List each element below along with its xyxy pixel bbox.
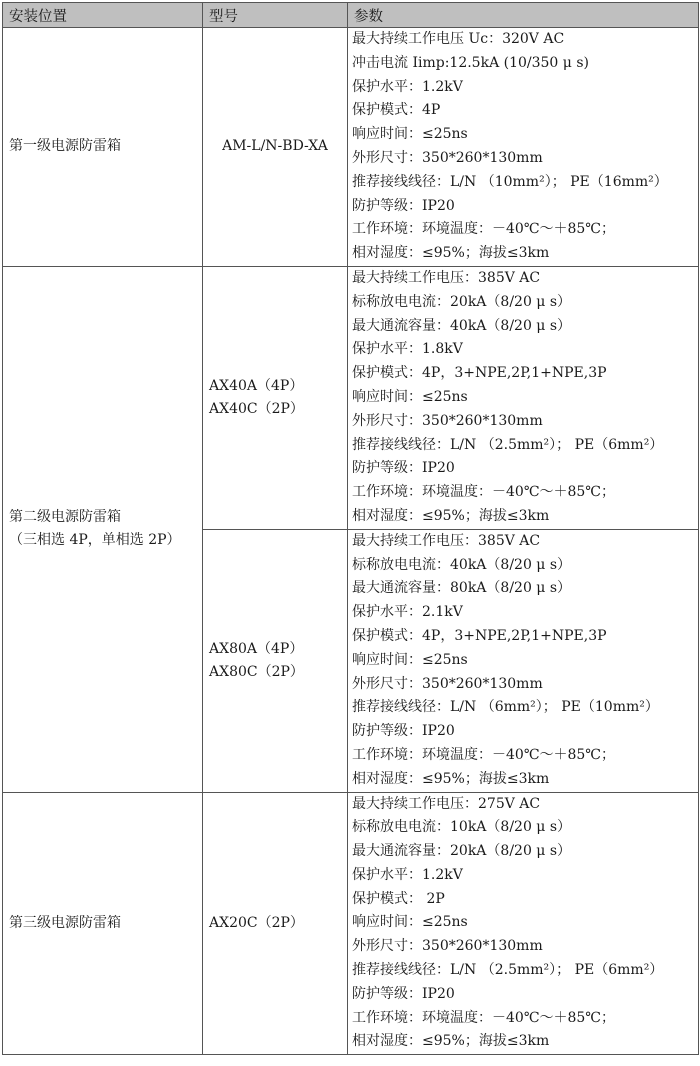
param-line: 响应时间：≤25ns	[352, 651, 468, 668]
header-row	[3, 3, 699, 28]
param-line: 保护模式： 2P	[352, 890, 445, 907]
location-cell	[3, 266, 203, 792]
param-line: 响应时间：≤25ns	[352, 126, 468, 143]
header-location: 安装位置	[3, 3, 203, 28]
table-row	[3, 266, 699, 529]
param-line: 工作环境：环境温度：－40℃～＋85℃；	[352, 484, 615, 501]
param-line: 最大持续工作电压 Uc：320V AC	[352, 31, 565, 47]
location-text: 第二级电源防雷箱	[9, 509, 121, 526]
location-cell	[3, 28, 203, 267]
location-text: 第三级电源防雷箱	[9, 914, 121, 931]
param-line: 响应时间：≤25ns	[352, 914, 468, 931]
param-line: 外形尺寸：350*260*130mm	[352, 149, 543, 166]
model-text: AM-L/N-BD-XA	[222, 138, 328, 155]
param-line: 工作环境：环境温度：－40℃～＋85℃；	[352, 746, 615, 763]
model-cell	[203, 792, 348, 1055]
model-cell	[203, 266, 348, 529]
param-line: 最大持续工作电压：385V AC	[352, 269, 541, 286]
model-cell	[203, 28, 348, 267]
param-line: 相对湿度：≤95%；海拔≤3km	[352, 1033, 550, 1050]
model-text: AX20C（2P）	[209, 914, 304, 931]
param-line: 推荐接线线径：L/N （6mm²）； PE（10mm²）	[352, 699, 659, 716]
param-line: 最大持续工作电压：385V AC	[352, 532, 541, 549]
params-cell	[348, 266, 699, 529]
header-model: 型号	[203, 3, 348, 28]
param-line: 最大通流容量：20kA（8/20 μ s）	[352, 843, 572, 860]
param-line: 标称放电电流：10kA（8/20 μ s）	[352, 819, 572, 836]
params-cell	[348, 529, 699, 792]
param-line: 推荐接线线径：L/N （2.5mm²）； PE（6mm²）	[352, 962, 664, 979]
location-cell	[3, 792, 203, 1055]
param-line: 外形尺寸：350*260*130mm	[352, 412, 543, 429]
header-params: 参数	[348, 3, 699, 28]
param-line: 防护等级：IP20	[352, 197, 455, 214]
param-line: 标称放电电流：20kA（8/20 μ s）	[352, 293, 572, 310]
param-line: 防护等级：IP20	[352, 723, 455, 740]
model-text: AX40A（4P）	[209, 377, 304, 394]
param-line: 保护水平：1.8kV	[352, 341, 463, 358]
param-line: 工作环境：环境温度：－40℃～＋85℃；	[352, 1009, 615, 1026]
param-line: 保护水平：1.2kV	[352, 78, 463, 95]
params-cell	[348, 792, 699, 1055]
param-line: 标称放电电流：40kA（8/20 μ s）	[352, 556, 572, 573]
param-line: 相对湿度：≤95%；海拔≤3km	[352, 770, 550, 787]
model-text: AX80C（2P）	[209, 663, 304, 680]
param-line: 最大通流容量：40kA（8/20 μ s）	[352, 317, 572, 334]
param-line: 相对湿度：≤95%；海拔≤3km	[352, 507, 550, 524]
model-cell	[203, 529, 348, 792]
location-note: （三相选 4P，单相选 2P）	[9, 532, 181, 549]
param-line: 保护模式：4P，3+NPE,2P,1+NPE,3P	[352, 627, 607, 644]
param-line: 冲击电流 Iimp:12.5kA (10/350 μ s)	[352, 54, 589, 71]
param-line: 相对湿度：≤95%；海拔≤3km	[352, 245, 550, 262]
param-line: 最大持续工作电压：275V AC	[352, 795, 541, 812]
param-line: 外形尺寸：350*260*130mm	[352, 675, 543, 692]
param-line: 保护模式：4P，3+NPE,2P,1+NPE,3P	[352, 365, 607, 382]
param-line: 工作环境：环境温度：－40℃～＋85℃；	[352, 221, 615, 238]
param-line: 保护水平：2.1kV	[352, 604, 463, 621]
param-line: 最大通流容量：80kA（8/20 μ s）	[352, 580, 572, 597]
param-line: 外形尺寸：350*260*130mm	[352, 938, 543, 955]
table-row	[3, 792, 699, 1055]
model-text: AX40C（2P）	[209, 400, 304, 417]
params-cell	[348, 28, 699, 267]
param-line: 防护等级：IP20	[352, 985, 455, 1002]
location-text: 第一级电源防雷箱	[9, 138, 121, 155]
param-line: 推荐接线线径：L/N （2.5mm²）； PE（6mm²）	[352, 436, 664, 453]
param-line: 防护等级：IP20	[352, 460, 455, 477]
spd-spec-table	[2, 2, 699, 1055]
model-text: AX80A（4P）	[209, 640, 304, 657]
param-line: 响应时间：≤25ns	[352, 388, 468, 405]
param-line: 推荐接线线径：L/N （10mm²）； PE（16mm²）	[352, 173, 668, 190]
param-line: 保护水平：1.2kV	[352, 866, 463, 883]
table-row	[3, 28, 699, 267]
param-line: 保护模式：4P	[352, 102, 441, 119]
